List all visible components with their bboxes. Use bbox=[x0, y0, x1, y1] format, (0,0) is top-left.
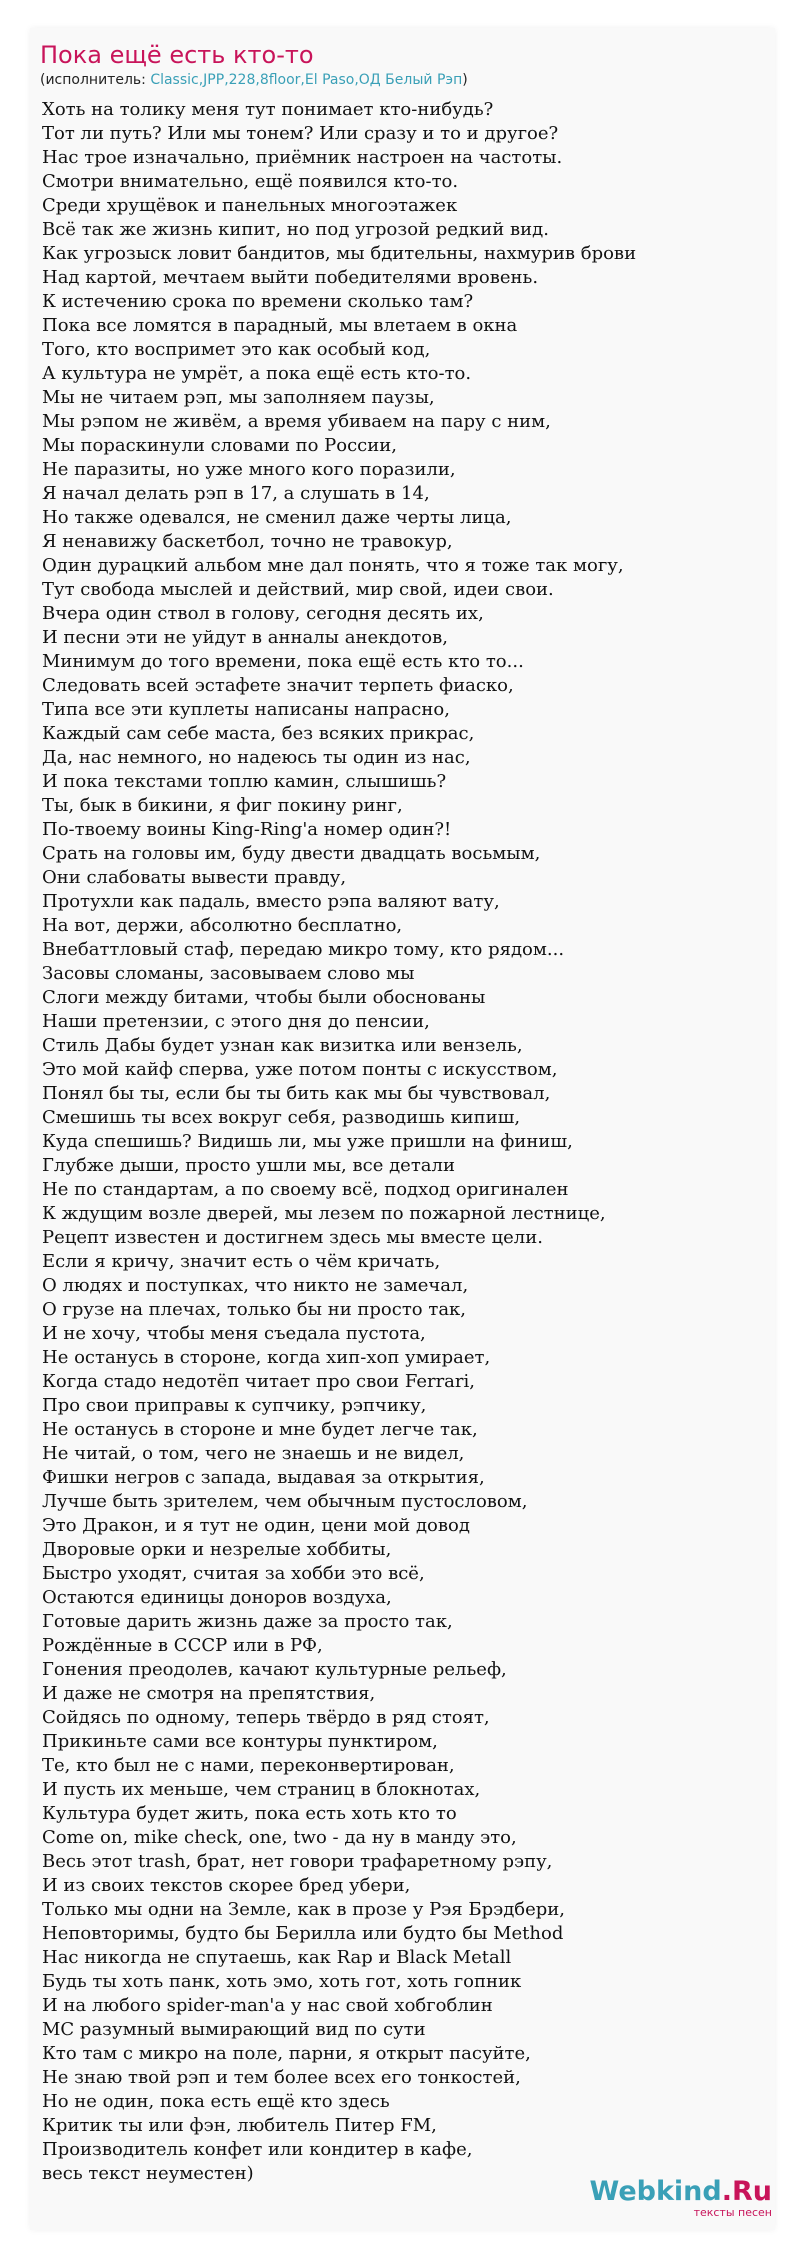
lyric-line: Пока все ломятся в парадный, мы влетаем в окна bbox=[42, 315, 518, 336]
lyric-line: Хоть на толику меня тут понимает кто-нибудь? bbox=[42, 99, 494, 120]
lyric-line: Всё так же жизнь кипит, но под угрозой редкий вид. bbox=[42, 219, 549, 240]
lyric-line: Но также одевался, не сменил даже черты лица, bbox=[42, 507, 512, 528]
lyric-line: Лучше быть зрителем, чем обычным пустословом, bbox=[42, 1491, 528, 1512]
logo-tld: Ru bbox=[731, 2176, 772, 2207]
lyric-line: А культура не умрёт, а пока ещё есть кто-то. bbox=[42, 363, 472, 384]
lyric-line: Не читай, о том, чего не знаешь и не видел, bbox=[42, 1443, 465, 1464]
lyric-line: Минимум до того времени, пока ещё есть кто то... bbox=[42, 651, 524, 672]
lyric-line: Стиль Дабы будет узнан как визитка или вензель, bbox=[42, 1035, 523, 1056]
lyric-line: Внебаттловый стаф, передаю микро тому, кто рядом... bbox=[42, 939, 565, 960]
site-logo[interactable] bbox=[590, 2177, 773, 2219]
lyric-line: Культура будет жить, пока есть хоть кто то bbox=[42, 1803, 457, 1824]
song-title: Пока ещё есть кто-то bbox=[40, 41, 314, 69]
lyric-line: И из своих текстов скорее бред убери, bbox=[42, 1875, 411, 1896]
lyric-line: Мы не читаем рэп, мы заполняем паузы, bbox=[42, 387, 435, 408]
lyric-line: Но не один, пока есть ещё кто здесь bbox=[42, 2091, 390, 2112]
lyric-line: Прикиньте сами все контуры пунктиром, bbox=[42, 1731, 438, 1752]
lyric-line: Фишки негров с запада, выдавая за открытия, bbox=[42, 1467, 485, 1488]
lyric-line: Не паразиты, но уже много кого поразили, bbox=[42, 459, 456, 480]
logo-brand: Webkind bbox=[589, 2176, 722, 2207]
lyric-line: Типа все эти куплеты написаны напрасно, bbox=[42, 699, 450, 720]
lyric-line: Это Дракон, и я тут не один, цени мой довод bbox=[42, 1515, 470, 1536]
lyric-line: Весь этот trash, брат, нет говори трафаретному рэпу, bbox=[42, 1851, 553, 1872]
lyric-line: Каждый сам себе маста, без всяких прикрас, bbox=[42, 723, 475, 744]
lyric-line: И на любого spider-man'а у нас свой хобгоблин bbox=[42, 1995, 493, 2016]
lyric-line: Только мы одни на Земле, как в прозе у Рэя Брэдбери, bbox=[42, 1899, 566, 1920]
lyric-line: Ты, бык в бикини, я фиг покину ринг, bbox=[42, 795, 403, 816]
lyric-line: Нас никогда не спутаешь, как Rap и Black Metall bbox=[42, 1947, 512, 1968]
lyric-line: И не хочу, чтобы меня съедала пустота, bbox=[42, 1323, 426, 1344]
lyric-line: Не знаю твой рэп и тем более всех его тонкостей, bbox=[42, 2067, 521, 2088]
lyric-line: Я начал делать рэп в 17, а слушать в 14, bbox=[42, 483, 430, 504]
lyric-line: весь текст неуместен) bbox=[42, 2163, 254, 2184]
lyric-line: Остаются единицы доноров воздуха, bbox=[42, 1587, 392, 1608]
lyric-line: И пока текстами топлю камин, слышишь? bbox=[42, 771, 447, 792]
lyric-line: Критик ты или фэн, любитель Питер FM, bbox=[42, 2115, 437, 2136]
lyric-line: Рождённые в СССР или в РФ, bbox=[42, 1635, 323, 1656]
lyric-line: Один дурацкий альбом мне дал понять, что я тоже так могу, bbox=[42, 555, 624, 576]
artists-suffix: ) bbox=[462, 72, 468, 88]
artists-link[interactable]: Classic,JPP,228,8floor,El Paso,ОД Белый Рэп bbox=[150, 72, 463, 88]
lyric-line: Рецепт известен и достигнем здесь мы вместе цели. bbox=[42, 1227, 543, 1248]
lyric-line: Нас трое изначально, приёмник настроен на частоты. bbox=[42, 147, 563, 168]
lyric-line: Тут свобода мыслей и действий, мир свой, идеи свои. bbox=[42, 579, 554, 600]
lyric-line: Они слабоваты вывести правду, bbox=[42, 867, 347, 888]
lyric-line: И пусть их меньше, чем страниц в блокнотах, bbox=[42, 1779, 481, 1800]
lyric-line: Готовые дарить жизнь даже за просто так, bbox=[42, 1611, 453, 1632]
lyric-line: Быстро уходят, считая за хобби это всё, bbox=[42, 1563, 425, 1584]
lyric-line: Протухли как падаль, вместо рэпа валяют вату, bbox=[42, 891, 500, 912]
lyric-line: Когда стадо недотёп читает про свои Ferrari, bbox=[42, 1371, 475, 1392]
lyric-line: Мы рэпом не живём, а время убиваем на пару с ним, bbox=[42, 411, 551, 432]
lyric-line: Куда спешишь? Видишь ли, мы уже пришли на финиш, bbox=[42, 1131, 573, 1152]
lyric-line: Производитель конфет или кондитер в кафе, bbox=[42, 2139, 473, 2160]
lyric-line: Тот ли путь? Или мы тонем? Или сразу и то и другое? bbox=[42, 123, 559, 144]
lyric-line: Неповторимы, будто бы Берилла или будто бы Method bbox=[42, 1923, 564, 1944]
artists-prefix: (исполнитель: bbox=[40, 72, 151, 88]
lyric-line: Среди хрущёвок и панельных многоэтажек bbox=[42, 195, 458, 216]
lyric-line: Не останусь в стороне, когда хип-хоп умирает, bbox=[42, 1347, 491, 1368]
lyric-line: Мы пораскинули словами по России, bbox=[42, 435, 397, 456]
lyric-line: На вот, держи, абсолютно бесплатно, bbox=[42, 915, 403, 936]
lyric-line: Понял бы ты, если бы ты бить как мы бы чувствовал, bbox=[42, 1083, 551, 1104]
artists-line bbox=[40, 71, 468, 89]
lyric-line: К истечению срока по времени сколько там? bbox=[42, 291, 474, 312]
logo-tagline: тексты песен bbox=[693, 2206, 772, 2219]
lyric-line: Засовы сломаны, засовываем слово мы bbox=[42, 963, 415, 984]
lyric-line: Come on, mike check, one, two - да ну в манду это, bbox=[42, 1827, 517, 1848]
lyrics-text bbox=[42, 98, 636, 2186]
lyric-line: Вчера один ствол в голову, сегодня десять их, bbox=[42, 603, 484, 624]
lyric-line: МС разумный вымирающий вид по сути bbox=[42, 2019, 426, 2040]
lyric-line: Те, кто был не с нами, переконвертирован, bbox=[42, 1755, 455, 1776]
lyric-line: Следовать всей эстафете значит терпеть фиаско, bbox=[42, 675, 514, 696]
lyric-line: Кто там с микро на поле, парни, я открыт пасуйте, bbox=[42, 2043, 531, 2064]
lyric-line: Сойдясь по одному, теперь твёрдо в ряд стоят, bbox=[42, 1707, 490, 1728]
lyric-line: Как угрозыск ловит бандитов, мы бдительны, нахмурив брови bbox=[42, 243, 637, 264]
lyric-line: К ждущим возле дверей, мы лезем по пожарной лестнице, bbox=[42, 1203, 606, 1224]
lyric-line: И даже не смотря на препятствия, bbox=[42, 1683, 376, 1704]
lyric-line: Не останусь в стороне и мне будет легче так, bbox=[42, 1419, 478, 1440]
lyric-line: Это мой кайф сперва, уже потом понты с искусством, bbox=[42, 1059, 558, 1080]
logo-dot: . bbox=[721, 2176, 732, 2207]
lyric-line: Дворовые орки и незрелые хоббиты, bbox=[42, 1539, 392, 1560]
lyric-line: Над картой, мечтаем выйти победителями вровень. bbox=[42, 267, 539, 288]
lyric-line: Будь ты хоть панк, хоть эмо, хоть гот, хоть гопник bbox=[42, 1971, 522, 1992]
lyric-line: Да, нас немного, но надеюсь ты один из нас, bbox=[42, 747, 471, 768]
lyric-line: Смешишь ты всех вокруг себя, разводишь кипиш, bbox=[42, 1107, 521, 1128]
lyric-line: Про свои приправы к супчику, рэпчику, bbox=[42, 1395, 427, 1416]
lyric-line: Того, кто воспримет это как особый код, bbox=[42, 339, 431, 360]
lyric-line: Я ненавижу баскетбол, точно не травокур, bbox=[42, 531, 453, 552]
lyric-line: Глубже дыши, просто ушли мы, все детали bbox=[42, 1155, 455, 1176]
lyric-line: Гонения преодолев, качают культурные рельеф, bbox=[42, 1659, 507, 1680]
lyric-line: Слоги между битами, чтобы были обоснованы bbox=[42, 987, 486, 1008]
lyric-line: Не по стандартам, а по своему всё, подход оригинален bbox=[42, 1179, 569, 1200]
lyric-line: О грузе на плечах, только бы ни просто так, bbox=[42, 1299, 467, 1320]
lyric-line: И песни эти не уйдут в анналы анекдотов, bbox=[42, 627, 448, 648]
lyric-line: Срать на головы им, буду двести двадцать восьмым, bbox=[42, 843, 541, 864]
lyric-line: Смотри внимательно, ещё появился кто-то. bbox=[42, 171, 459, 192]
lyric-line: О людях и поступках, что никто не замечал, bbox=[42, 1275, 469, 1296]
lyric-line: По-твоему воины King-Ring'a номер один?! bbox=[42, 819, 452, 840]
lyric-line: Наши претензии, с этого дня до пенсии, bbox=[42, 1011, 430, 1032]
lyric-line: Если я кричу, значит есть о чём кричать, bbox=[42, 1251, 441, 1272]
